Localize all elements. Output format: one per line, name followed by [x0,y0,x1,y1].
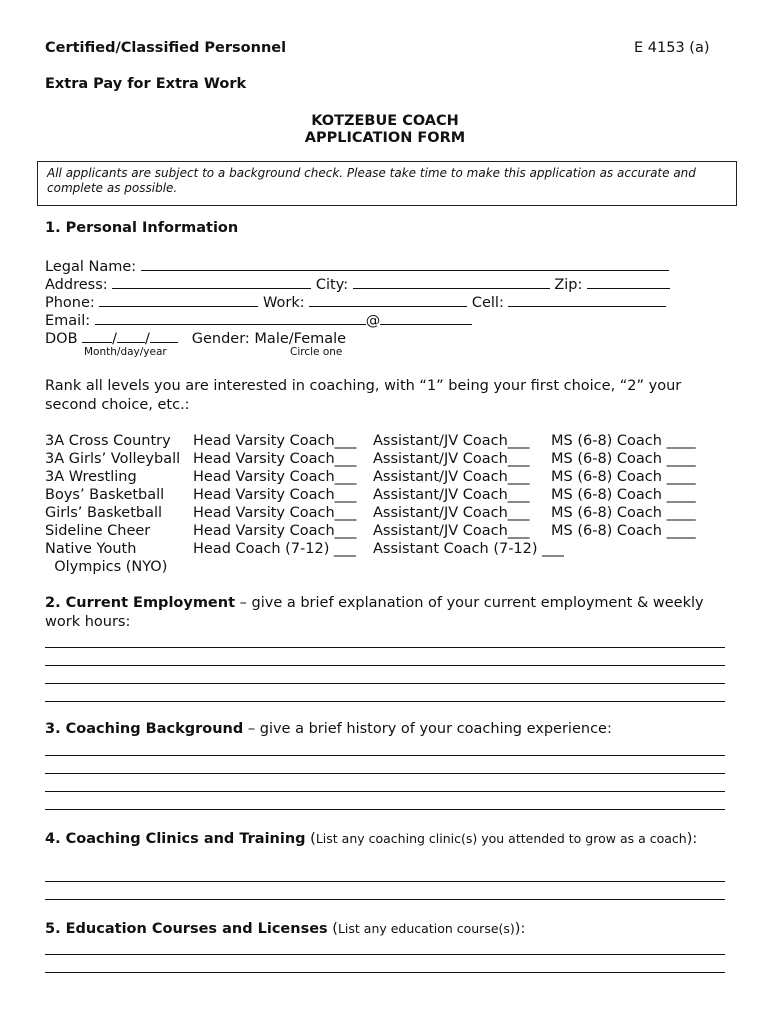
head-coach-rank[interactable]: Head Varsity Coach___ [193,523,357,539]
section-personal-information-heading: 1. Personal Information [45,220,239,236]
sport-name: 3A Cross Country [45,433,171,449]
answer-line[interactable] [45,791,725,792]
answer-line[interactable] [45,665,725,666]
sport-name: 3A Girls’ Volleyball [45,451,181,467]
current-employment-heading: 2. Current Employment [45,595,236,611]
city-label: City: [315,277,349,293]
coaching-background-heading: 3. Coaching Background [45,721,244,737]
city-field[interactable] [353,274,550,289]
zip-label: Zip: [554,277,583,293]
work-phone-field[interactable] [309,292,467,307]
dob-year-field[interactable] [150,328,178,343]
sport-name: 3A Wrestling [45,469,137,485]
document-subtitle: Extra Pay for Extra Work [45,76,247,92]
cell-phone-field[interactable] [508,292,666,307]
assistant-coach-rank[interactable]: Assistant Coach (7-12) ___ [373,541,564,557]
cell-label: Cell: [471,295,504,311]
ms-coach-rank[interactable]: MS (6-8) Coach ____ [551,469,696,485]
answer-line[interactable] [45,647,725,648]
answer-line[interactable] [45,809,725,810]
section-coaching-clinics [45,829,735,849]
ms-coach-rank[interactable]: MS (6-8) Coach ____ [551,433,696,449]
head-coach-rank[interactable]: Head Varsity Coach___ [193,469,357,485]
ms-coach-rank[interactable]: MS (6-8) Coach ____ [551,505,696,521]
dob-slash: / [112,331,118,347]
ms-coach-rank[interactable]: MS (6-8) Coach ____ [551,487,696,503]
paren: ): [686,831,698,847]
gender-circle-hint: Circle one [290,346,343,358]
assistant-coach-rank[interactable]: Assistant/JV Coach___ [373,433,530,449]
answer-line[interactable] [45,954,725,955]
coaching-clinics-heading: 4. Coaching Clinics and Training [45,831,306,847]
paren: ( [305,831,316,847]
answer-line[interactable] [45,899,725,900]
phone-field[interactable] [99,292,258,307]
background-check-notice: All applicants are subject to a background check. Please take time to make this application as accurate and complete as possible. [37,161,737,206]
address-field[interactable] [112,274,311,289]
head-coach-rank[interactable]: Head Varsity Coach___ [193,451,357,467]
answer-line[interactable] [45,773,725,774]
phone-row [45,292,666,311]
sport-name: Olympics (NYO) [45,559,168,575]
section-education-courses [45,919,735,939]
assistant-coach-rank[interactable]: Assistant/JV Coach___ [373,487,530,503]
paren: ): [514,921,526,937]
sport-name: Sideline Cheer [45,523,151,539]
head-coach-rank[interactable]: Head Varsity Coach___ [193,433,357,449]
sport-name: Girls’ Basketball [45,505,163,521]
email-label: Email: [45,313,91,329]
dob-label: DOB [45,331,78,347]
gender-option[interactable]: Gender: Male/Female [191,331,347,347]
assistant-coach-rank[interactable]: Assistant/JV Coach___ [373,523,530,539]
section-coaching-background [45,720,735,739]
answer-line[interactable] [45,701,725,702]
dob-row [45,328,346,347]
head-coach-rank[interactable]: Head Varsity Coach___ [193,505,357,521]
section-current-employment [45,594,735,632]
assistant-coach-rank[interactable]: Assistant/JV Coach___ [373,469,530,485]
form-title-line2: APPLICATION FORM [304,130,466,146]
email-row [45,310,472,329]
coaching-background-instructions: – give a brief history of your coaching experience: [243,721,612,737]
email-domain-field[interactable] [380,310,472,325]
education-courses-instructions: List any education course(s) [337,921,515,936]
legal-name-label: Legal Name: [45,259,137,275]
answer-line[interactable] [45,683,725,684]
legal-name-row [45,256,669,275]
form-title-line1: KOTZEBUE COACH [311,113,459,129]
address-label: Address: [45,277,108,293]
dob-slash: / [145,331,150,347]
assistant-coach-rank[interactable]: Assistant/JV Coach___ [373,505,530,521]
ranking-instructions: Rank all levels you are interested in coaching, with “1” being your first choice, “2” your second choice, etc.: [45,378,682,413]
zip-field[interactable] [587,274,670,289]
paren: ( [327,921,338,937]
document-category: Certified/Classified Personnel [45,40,287,56]
ms-coach-rank[interactable]: MS (6-8) Coach ____ [551,451,696,467]
current-employment-instructions: – give a brief explanation of your current employment & weekly work hours: [45,595,704,630]
answer-line[interactable] [45,755,725,756]
email-at-sign: @ [365,313,381,329]
work-label: Work: [263,295,305,311]
sport-name: Boys’ Basketball [45,487,165,503]
coaching-clinics-instructions: List any coaching clinic(s) you attended to grow as a coach [315,831,687,846]
answer-line[interactable] [45,881,725,882]
head-coach-rank[interactable]: Head Coach (7-12) ___ [193,541,356,557]
dob-month-field[interactable] [82,328,112,343]
dob-format-hint: Month/day/year [84,346,167,358]
phone-label: Phone: [45,295,95,311]
ms-coach-rank[interactable]: MS (6-8) Coach ____ [551,523,696,539]
assistant-coach-rank[interactable]: Assistant/JV Coach___ [373,451,530,467]
document-code: E 4153 (a) [634,40,710,56]
sport-name: Native Youth [45,541,137,557]
answer-line[interactable] [45,972,725,973]
education-courses-heading: 5. Education Courses and Licenses [45,921,328,937]
legal-name-field[interactable] [141,256,669,271]
email-user-field[interactable] [95,310,366,325]
head-coach-rank[interactable]: Head Varsity Coach___ [193,487,357,503]
dob-day-field[interactable] [117,328,145,343]
address-row [45,274,670,293]
